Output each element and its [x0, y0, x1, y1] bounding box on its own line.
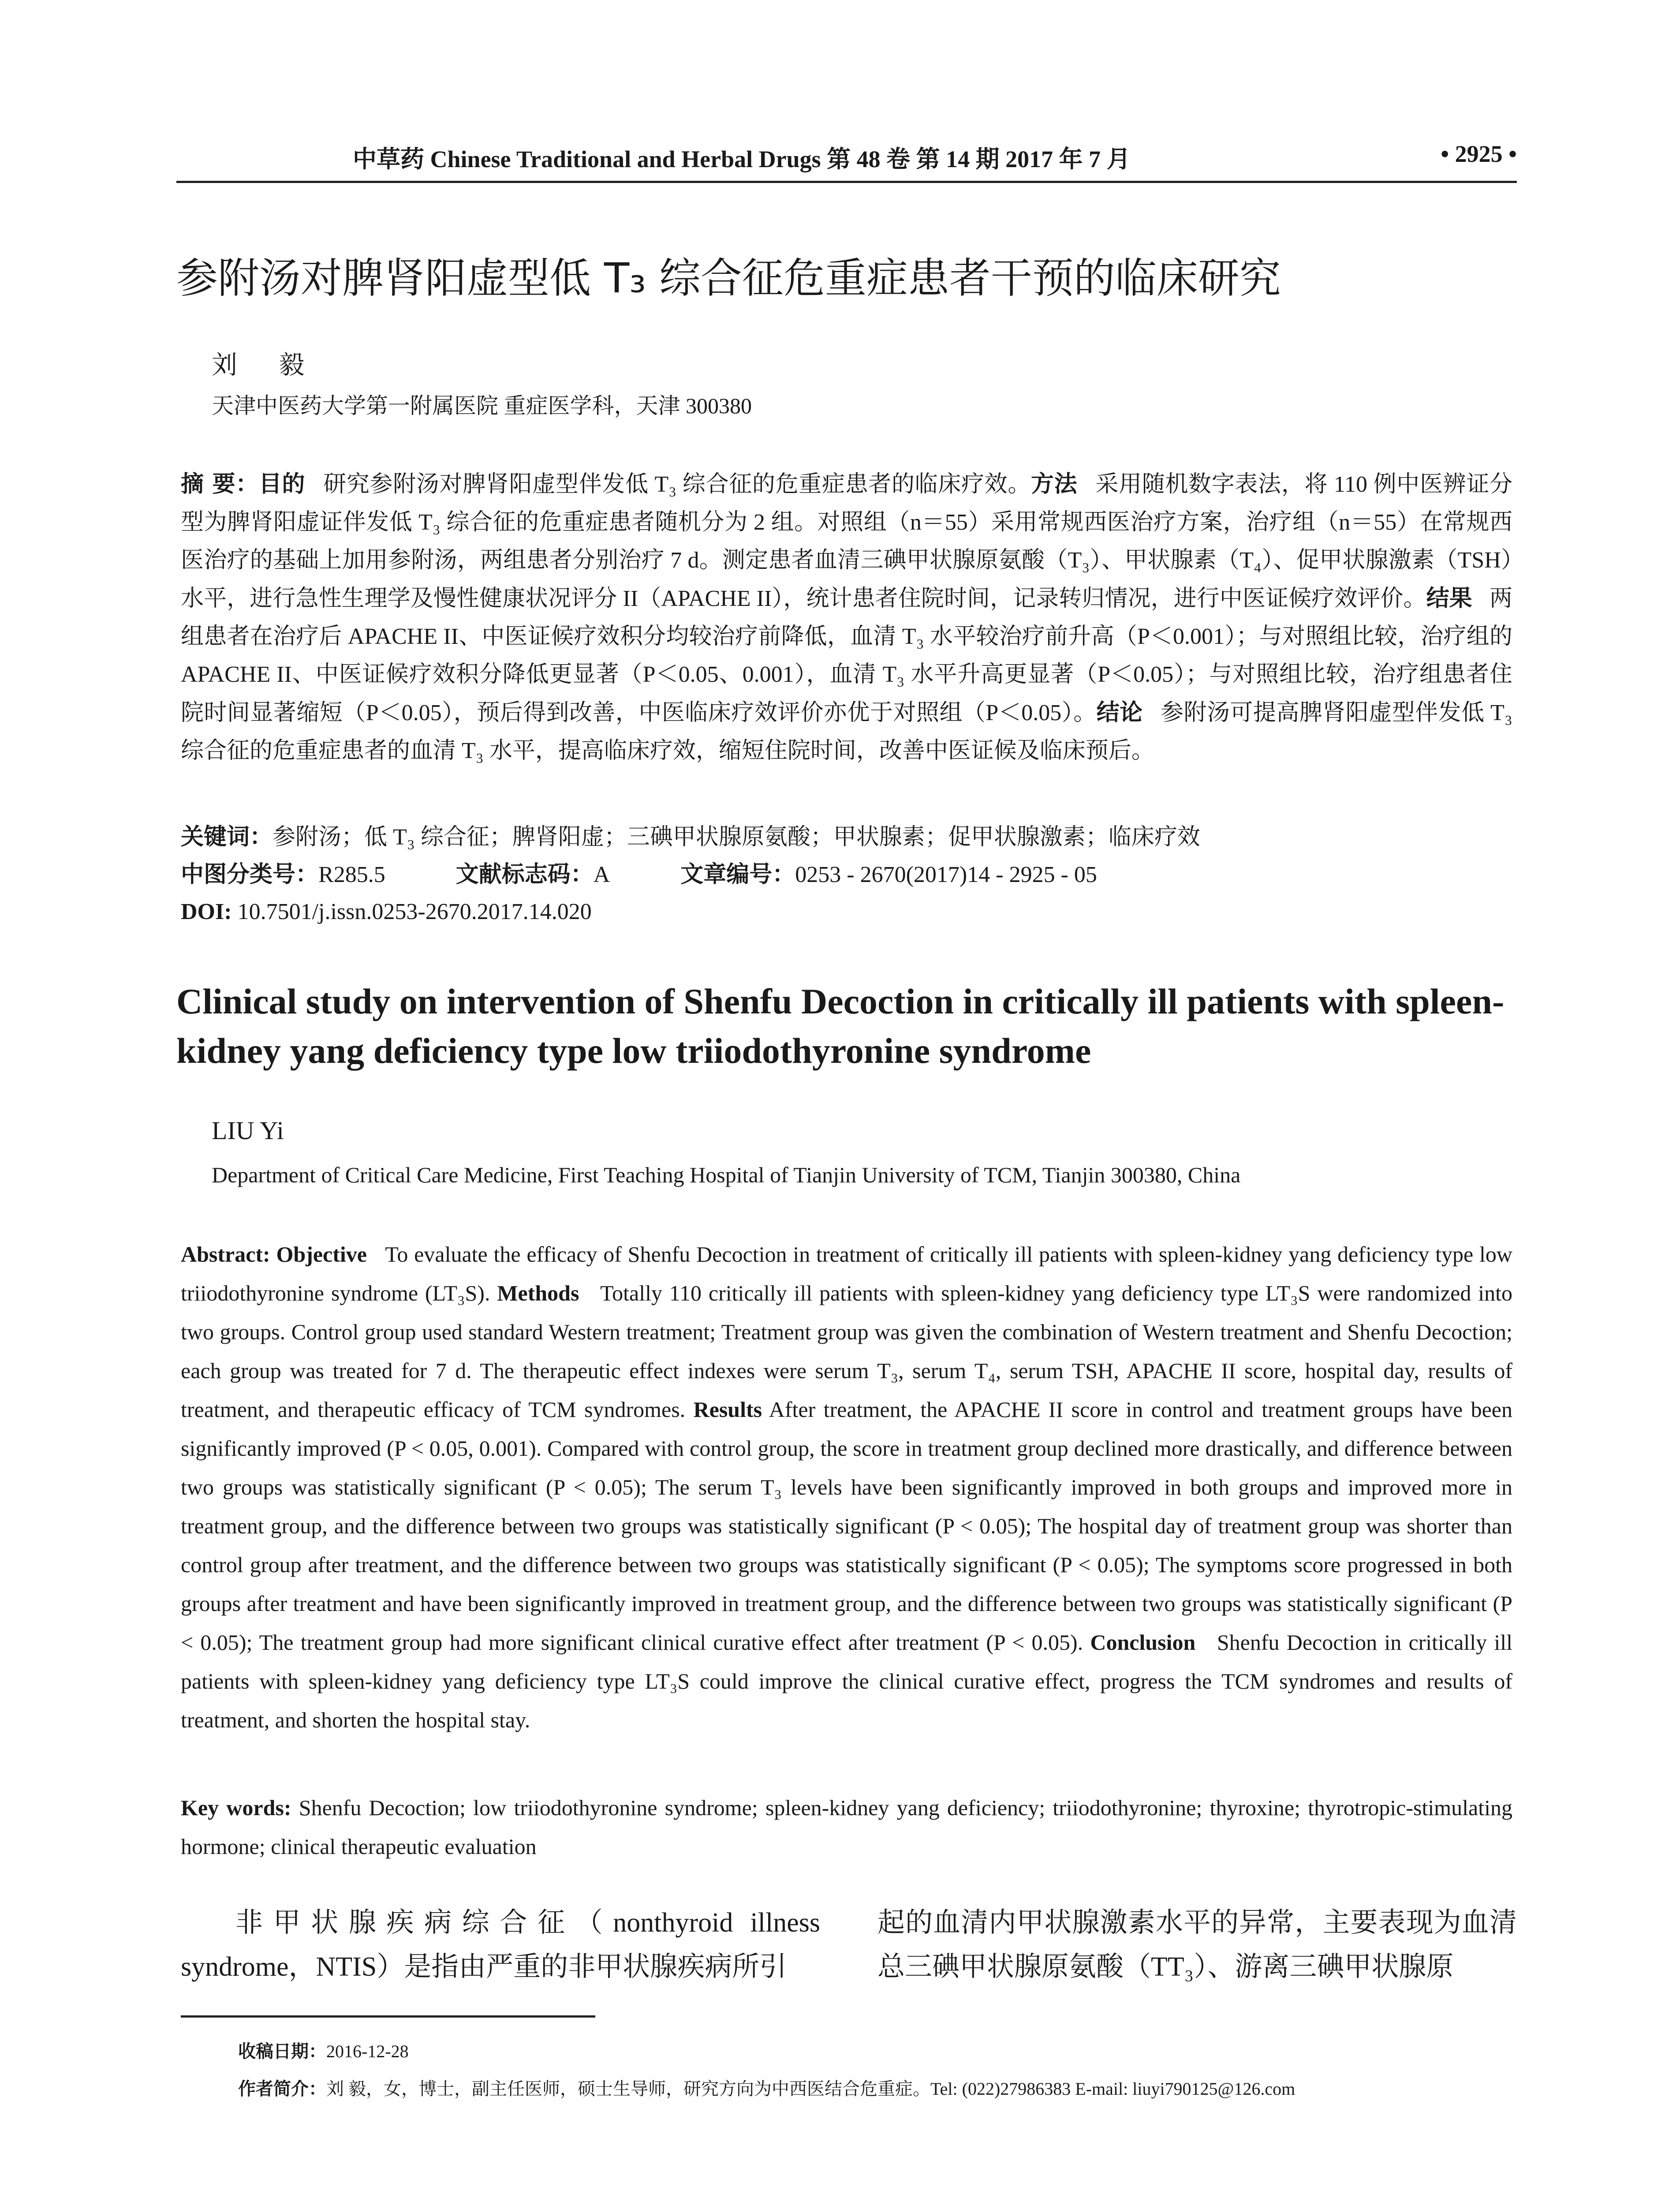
- cn-abstract-label: 摘 要：: [181, 471, 259, 497]
- en-affiliation: Department of Critical Care Medicine, First Teaching Hospital of Tianjin University of TCM, Tianjin 300380, China: [212, 1162, 1241, 1187]
- cn-keywords: [181, 818, 1512, 856]
- articleno-label: 文章编号：: [680, 861, 795, 888]
- en-keywords-label: Key words:: [181, 1795, 291, 1820]
- body-column-right: 起的血清内甲状腺激素水平的异常，主要表现为血清总三碘甲状腺原氨酸（TT₃）、游离三碘甲状腺原: [877, 1908, 1517, 1982]
- en-abstract: [181, 1235, 1512, 1739]
- cn-keywords-text: 参附汤；低 T₃ 综合征；脾肾阳虚；三碘甲状腺原氨酸；甲状腺素；促甲状腺激素；临床疗效: [273, 825, 1200, 850]
- doi-label: DOI:: [181, 899, 232, 924]
- cn-results-label: 结果: [1426, 585, 1472, 612]
- cn-objective-label: 目的: [258, 471, 306, 497]
- en-keywords: [181, 1788, 1512, 1866]
- articleno-value: 0253 - 2670(2017)14 - 2925 - 05: [795, 862, 1097, 887]
- footnote-author-bio: [238, 2075, 1295, 2100]
- cn-conclusion-label: 结论: [1096, 699, 1143, 726]
- clc-label: 中图分类号：: [181, 861, 319, 888]
- en-author: LIU Yi: [212, 1116, 284, 1145]
- cn-author: 刘 毅: [212, 351, 322, 379]
- en-keywords-text: Shenfu Decoction; low triiodothyronine syndrome; spleen-kidney yang deficiency; triiodothyronine; thyroxine; thyrotropic-stimulating hormone; clinical therapeutic evaluation: [181, 1795, 1512, 1859]
- cn-results: 两组患者在治疗后 APACHE II、中医证候疗效积分均较治疗前降低，血清 T₃ 水平较治疗前升高（P＜0.001）；与对照组比较，治疗组的 APACHE II、中医证候疗效积分降低更显著（P＜0.05、0.001），血清 T₃ 水平升高更显著（P＜0.05）；与对照组比较，治疗组患者住院时间显著缩短（P＜0.05），预后得到改善，中医临床疗效评价亦优于对照组（P＜0.05）。: [181, 586, 1512, 725]
- cn-methods-label: 方法: [1031, 471, 1078, 497]
- clc-value: R285.5: [318, 862, 385, 887]
- received-label: 收稿日期：: [238, 2041, 326, 2062]
- cn-classification-line: [181, 856, 1512, 894]
- en-objective-label: Objective: [276, 1242, 367, 1267]
- doi-value: 10.7501/j.issn.0253-2670.2017.14.020: [237, 899, 592, 924]
- cn-methods: 采用随机数字表法，将 110 例中医辨证分型为脾肾阳虚证伴发低 T₃ 综合征的危重症患者随机分为 2 组。对照组（n＝55）采用常规西医治疗方案，治疗组（n＝55）在常规西医治疗的基础上加用参附汤，两组患者分别治疗 7 d。测定患者血清三碘甲状腺原氨酸（T₃）、甲状腺素（T₄）、促甲状腺激素（TSH）水平，进行急性生理学及慢性健康状况评分 II（APACHE II），统计患者住院时间，记录转归情况，进行中医证候疗效评价。: [181, 472, 1512, 611]
- footnote-received: [238, 2037, 409, 2063]
- en-title: Clinical study on intervention of Shenfu Decoction in critically ill patients with spleen-kidney yang deficiency type low triiodothyronine syndrome: [176, 981, 1505, 1071]
- received-date: 2016-12-28: [326, 2041, 409, 2061]
- en-results-label: Results: [693, 1397, 762, 1422]
- cn-affiliation: 天津中医药大学第一附属医院 重症医学科，天津 300380: [212, 393, 752, 418]
- doccode-label: 文献标志码：: [455, 861, 594, 888]
- body-column-left: 非甲状腺疾病综合征（nonthyroid illness syndrome，NTIS）是指由严重的非甲状腺疾病所引: [181, 1908, 820, 1982]
- cn-conclusion: 参附汤可提高脾肾阳虚型伴发低 T₃ 综合征的危重症患者的血清 T₃ 水平，提高临床疗效，缩短住院时间，改善中医证候及临床预后。: [181, 700, 1512, 763]
- cn-objective: 研究参附汤对脾肾阳虚型伴发低 T₃ 综合征的危重症患者的临床疗效。: [323, 472, 1031, 497]
- en-conclusion: Shenfu Decoction in critically ill patients with spleen-kidney yang deficiency type LT₃S could improve the clinical curative effect, progress the TCM syndromes and results of treatment, and shorten the hospital stay.: [181, 1630, 1512, 1732]
- doccode-value: A: [593, 862, 610, 887]
- cn-keywords-label: 关键词：: [181, 824, 273, 850]
- en-methods: Totally 110 critically ill patients with spleen-kidney yang deficiency type LT₃S were randomized into two groups. Control group used standard Western treatment; Treatment group was given the combination of Western treatment and Shenfu Decoction; each group was treated for 7 d. The therapeutic effect indexes were serum T₃, serum T₄, serum TSH, APACHE II score, hospital day, results of treatment, and therapeutic efficacy of TCM syndromes.: [181, 1281, 1513, 1422]
- en-objective: To evaluate the efficacy of Shenfu Decoction in treatment of critically ill patients with spleen-kidney yang deficiency type low triiodothyronine syndrome (LT₃S).: [181, 1242, 1513, 1305]
- journal-line: 中草药 Chinese Traditional and Herbal Drugs 第 48 卷 第 14 期 2017 年 7 月: [353, 146, 1131, 172]
- cn-title: 参附汤对脾肾阳虚型低 T₃ 综合征危重症患者干预的临床研究: [176, 254, 1281, 303]
- footnote-rule: [181, 2015, 595, 2018]
- bio-label: 作者简介：: [238, 2079, 326, 2099]
- doi-line: [181, 893, 1512, 931]
- en-conclusion-label: Conclusion: [1090, 1630, 1196, 1655]
- bio-text: 刘 毅，女，博士，副主任医师，硕士生导师，研究方向为中西医结合危重症。Tel: (022)27986383 E-mail: liuyi790125@126.com: [326, 2079, 1295, 2099]
- cn-abstract: [181, 465, 1512, 770]
- page-number: • 2925 •: [1441, 141, 1517, 167]
- en-abstract-label: Abstract:: [181, 1242, 270, 1267]
- en-methods-label: Methods: [497, 1281, 579, 1305]
- en-results: After treatment, the APACHE II score in control and treatment groups have been significantly improved (P < 0.05, 0.001). Compared with control group, the score in treatment group declined more drastically, and difference between two groups was statistically significant (P < 0.05); The serum T₃ levels have been significantly improved in both groups and improved more in treatment group, and the difference between two groups was statistically significant (P < 0.05); The hospital day of treatment group was shorter than control group after treatment, and the difference between two groups was statistically significant (P < 0.05); The symptoms score progressed in both groups after treatment and have been significantly improved in treatment group, and the difference between two groups was statistically significant (P < 0.05); The treatment group had more significant clinical curative effect after treatment (P < 0.05).: [181, 1397, 1513, 1655]
